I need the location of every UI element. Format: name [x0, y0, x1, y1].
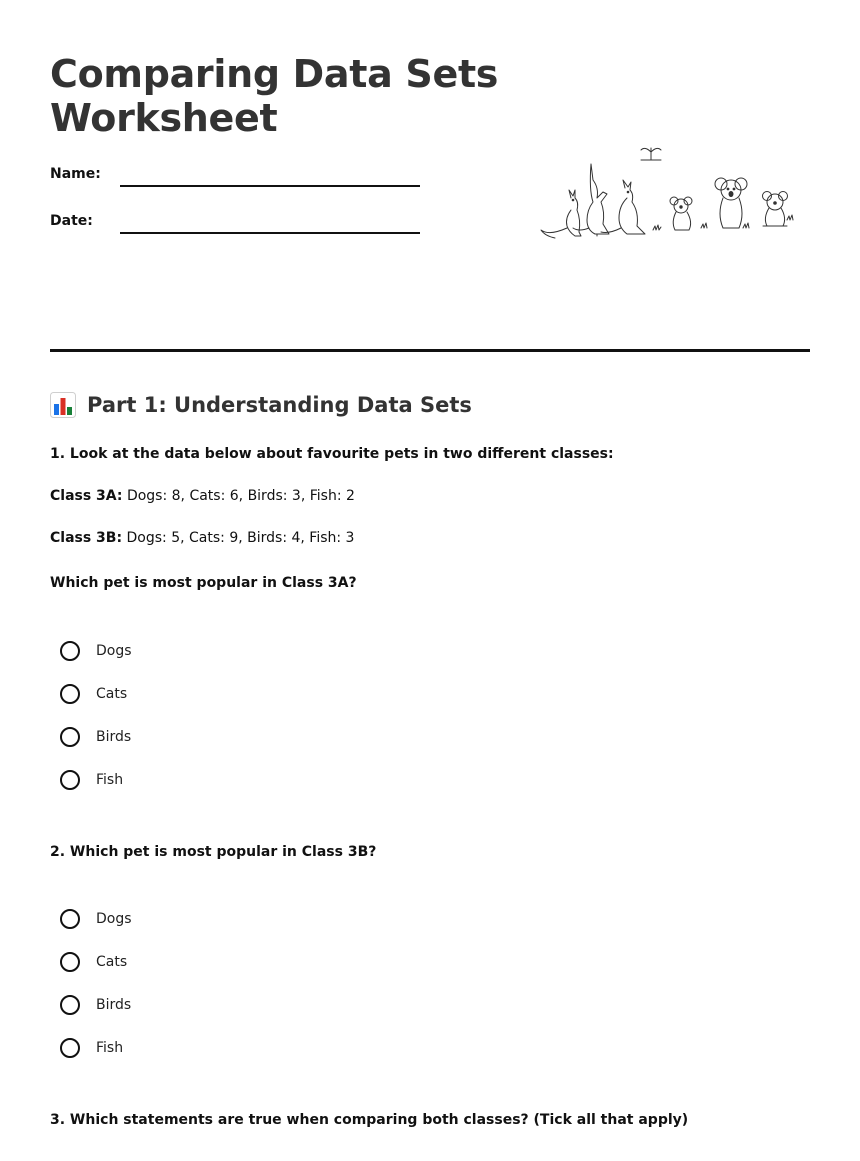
q2-option-birds[interactable] — [60, 992, 131, 1018]
question-3-text: 3. Which statements are true when comparing both classes? (Tick all that apply) — [50, 1112, 689, 1128]
q1-option-fish[interactable] — [60, 767, 123, 793]
q2-option-dogs[interactable] — [60, 906, 132, 932]
option-label: Cats — [96, 954, 128, 970]
option-label: Birds — [96, 997, 132, 1013]
koala-icon — [715, 178, 747, 228]
option-label: Fish — [96, 772, 124, 788]
radio-circle-icon[interactable] — [60, 770, 80, 790]
kangaroo-icon — [541, 190, 581, 238]
name-input-line[interactable] — [120, 185, 420, 187]
class-3a-data — [50, 488, 355, 504]
date-field — [50, 213, 430, 237]
class-3b-label: Class 3B: — [50, 530, 123, 546]
q1-option-dogs[interactable] — [60, 638, 132, 664]
q1-option-birds[interactable] — [60, 724, 131, 750]
radio-circle-icon[interactable] — [60, 909, 80, 929]
date-input-line[interactable] — [120, 232, 420, 234]
bar-chart-icon — [50, 392, 76, 418]
name-label: Name: — [50, 166, 101, 182]
question-2-text: 2. Which pet is most popular in Class 3B? — [50, 844, 377, 860]
radio-circle-icon[interactable] — [60, 641, 80, 661]
date-label: Date: — [50, 213, 93, 229]
option-label: Cats — [96, 686, 128, 702]
koala-icon — [670, 197, 692, 230]
class-3b-data — [50, 530, 354, 546]
section-divider — [50, 349, 810, 352]
name-field — [50, 166, 430, 190]
radio-circle-icon[interactable] — [60, 952, 80, 972]
option-label: Dogs — [96, 643, 132, 659]
q2-option-fish[interactable] — [60, 1035, 123, 1061]
kangaroo-icon — [601, 180, 645, 234]
part1-heading-text: Part 1: Understanding Data Sets — [87, 393, 472, 417]
question-1-text: Which pet is most popular in Class 3A? — [50, 575, 357, 591]
koala-icon — [763, 192, 788, 227]
class-3a-label: Class 3A: — [50, 488, 123, 504]
kangaroo-icon — [573, 164, 609, 236]
question-1-prompt: 1. Look at the data below about favourite pets in two different classes: — [50, 446, 614, 462]
q1-option-cats[interactable] — [60, 681, 127, 707]
radio-circle-icon[interactable] — [60, 727, 80, 747]
radio-circle-icon[interactable] — [60, 1038, 80, 1058]
worksheet-title: Comparing Data Sets Worksheet — [50, 52, 499, 140]
class-3a-values: Dogs: 8, Cats: 6, Birds: 3, Fish: 2 — [126, 488, 355, 504]
radio-circle-icon[interactable] — [60, 684, 80, 704]
option-label: Birds — [96, 729, 132, 745]
q2-option-cats[interactable] — [60, 949, 127, 975]
sprout-icon — [641, 148, 661, 160]
option-label: Fish — [96, 1040, 124, 1056]
part1-heading — [50, 390, 472, 420]
class-3b-values: Dogs: 5, Cats: 9, Birds: 4, Fish: 3 — [126, 530, 355, 546]
radio-circle-icon[interactable] — [60, 995, 80, 1015]
option-label: Dogs — [96, 911, 132, 927]
animals-illustration — [535, 140, 805, 245]
